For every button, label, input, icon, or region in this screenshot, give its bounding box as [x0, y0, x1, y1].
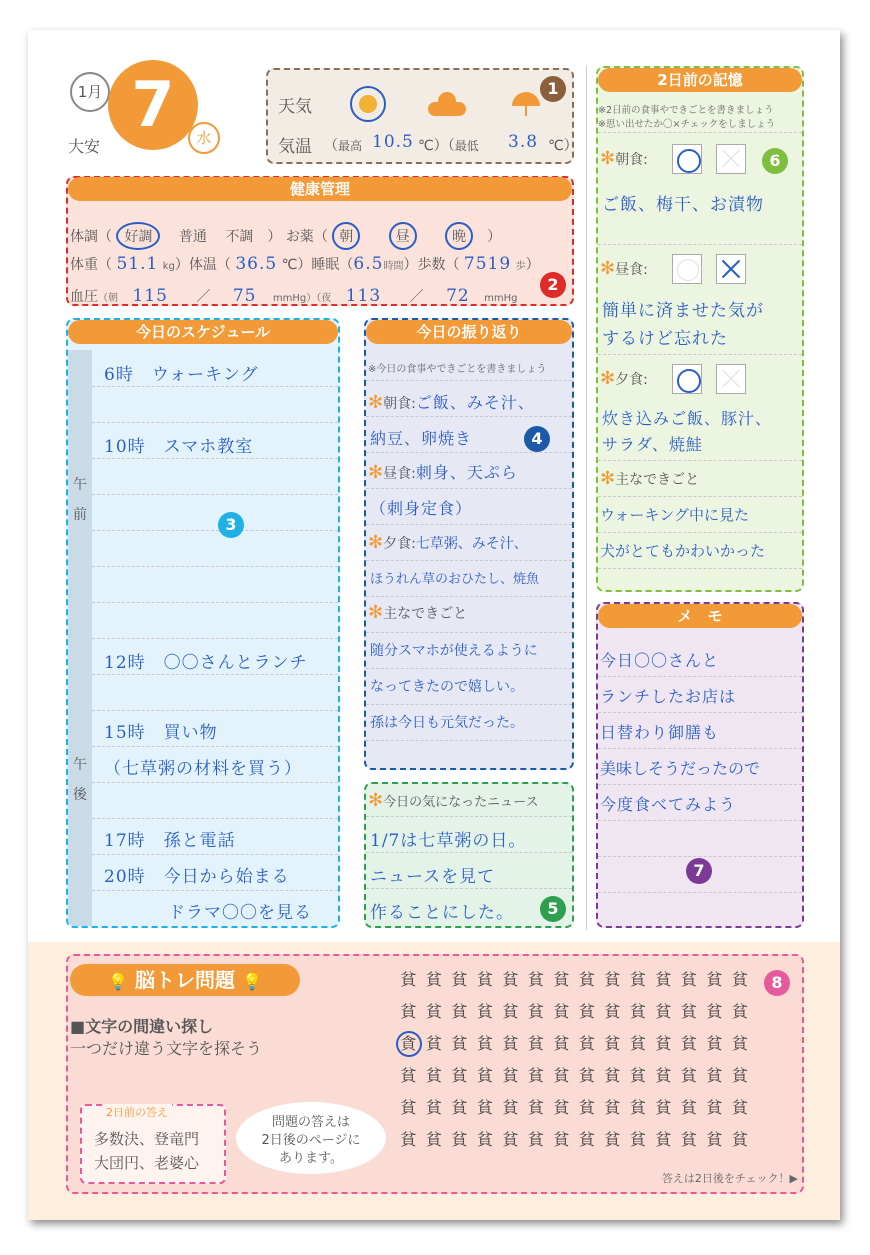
memory-title: 2日前の記憶	[598, 68, 802, 92]
puzzle-character[interactable]: 貧	[425, 1130, 443, 1149]
puzzle-character[interactable]: 貧	[476, 1098, 494, 1117]
puzzle-character[interactable]: 貧	[706, 970, 724, 989]
day-circle: 7	[108, 60, 198, 150]
puzzle-row	[396, 1060, 753, 1092]
puzzle-character[interactable]: 貧	[629, 1002, 647, 1021]
puzzle-character[interactable]: 貧	[476, 1130, 494, 1149]
puzzle-character[interactable]: 貧	[655, 1034, 673, 1053]
vitals-row: 体重（ 51.1 kg）体温（ 36.5 ℃）睡眠（6.5時間）歩数（ 7519 歩）	[70, 254, 540, 274]
puzzle-character[interactable]: 貧	[527, 1002, 545, 1021]
med-am[interactable]: 朝	[332, 222, 360, 250]
memo-line: 今度食べてみよう	[600, 795, 737, 814]
min-temp: 3.8	[508, 132, 539, 152]
max-label: 最高	[338, 139, 363, 153]
cond-normal[interactable]: 普通	[178, 229, 207, 245]
weekday-badge: 水	[188, 122, 220, 154]
memory-lunch-line: するけど忘れた	[602, 329, 728, 349]
puzzle-character[interactable]: 貧	[527, 970, 545, 989]
weight-value: 51.1	[116, 254, 159, 274]
puzzle-character[interactable]: 貧	[578, 1130, 596, 1149]
puzzle-character[interactable]: 貧	[527, 1066, 545, 1085]
puzzle-character[interactable]: 貧	[655, 1130, 673, 1149]
puzzle-character[interactable]: 貧	[604, 970, 622, 989]
memory-breakfast-label: 朝食:	[615, 152, 648, 168]
puzzle-character[interactable]: 貧	[629, 1098, 647, 1117]
puzzle-character[interactable]: 貧	[527, 1098, 545, 1117]
dinner-check-cross[interactable]	[716, 364, 746, 394]
temp-label: 気温	[278, 137, 312, 157]
puzzle-character[interactable]: 貧	[425, 1034, 443, 1053]
review-note: ※今日の食事やできごとを書きましょう	[368, 364, 547, 375]
puzzle-character[interactable]: 貧	[476, 1066, 494, 1085]
puzzle-character[interactable]: 貧	[629, 970, 647, 989]
puzzle-character[interactable]: 貧	[731, 1066, 749, 1085]
puzzle-character[interactable]: 貧	[400, 1066, 418, 1085]
schedule-entry: 20時 今日から始まる	[104, 867, 290, 887]
section-number-2: 2	[540, 272, 566, 298]
puzzle-character[interactable]: 貧	[706, 1034, 724, 1053]
prev-answer-line: 多数決、登竜門	[94, 1130, 200, 1148]
review-event-line: なってきたので嬉しい。	[370, 679, 524, 695]
puzzle-character[interactable]: 貧	[451, 1002, 469, 1021]
lunch-check-circle[interactable]	[672, 254, 702, 284]
puzzle-character[interactable]: 貧	[451, 1130, 469, 1149]
puzzle-row	[396, 1124, 753, 1156]
review-box: 今日の振り返り ※今日の食事やできごとを書きましょう ✻朝食:ご飯、みそ汁、 納豆、卵焼き ✻昼食:刺身、天ぷら （刺身定食） ✻夕食:七草粥、みそ汁、 ほうれん草のおひたし、焼魚 ✻主なできごと 随分スマホが使えるように なってきたので嬉しい。 孫は今日も元気だった。 4	[364, 318, 574, 770]
puzzle-character[interactable]: 貧	[655, 1066, 673, 1085]
puzzle-character[interactable]: 貧	[527, 1130, 545, 1149]
puzzle-character[interactable]: 貧	[578, 970, 596, 989]
puzzle-character[interactable]: 貧	[604, 1098, 622, 1117]
review-lunch: 刺身、天ぷら	[415, 463, 518, 482]
review-dinner-label: 夕食:	[383, 536, 416, 552]
bp-pm-low: 72	[446, 286, 470, 306]
min-label: 最低	[454, 139, 479, 153]
puzzle-character[interactable]: 貧	[578, 1098, 596, 1117]
review-breakfast: ご飯、みそ汁、	[415, 393, 535, 412]
section-number-8: 8	[764, 970, 790, 996]
health-title: 健康管理	[68, 177, 572, 201]
brain-description: 一つだけ違う文字を探そう	[70, 1039, 263, 1058]
review-lunch-label: 昼食:	[383, 466, 416, 482]
med-pm[interactable]: 晩	[445, 222, 473, 250]
memo-line: 美味しそうだったので	[600, 759, 761, 778]
memo-box	[596, 602, 804, 928]
puzzle-character[interactable]: 貧	[655, 1098, 673, 1117]
memory-note-2: ※思い出せたか〇×チェックをしましょう	[598, 119, 776, 130]
puzzle-character[interactable]: 貧	[706, 1066, 724, 1085]
review-breakfast-2: 納豆、卵焼き	[370, 429, 473, 448]
memory-dinner-label: 夕食:	[615, 372, 648, 388]
memo-line: ランチしたお店は	[600, 687, 737, 706]
puzzle-character[interactable]: 貧	[604, 1066, 622, 1085]
sun-icon	[350, 86, 386, 122]
puzzle-character[interactable]: 貧	[400, 970, 418, 989]
puzzle-character[interactable]: 貧	[476, 970, 494, 989]
memory-event-label: 主なできごと	[615, 472, 700, 488]
review-event-label: 主なできごと	[383, 606, 468, 622]
weather-label: 天気	[278, 97, 312, 117]
puzzle-character[interactable]: 貧	[553, 1066, 571, 1085]
column-divider	[586, 66, 587, 930]
puzzle-character[interactable]: 貧	[706, 1002, 724, 1021]
puzzle-character[interactable]: 貧	[400, 1002, 418, 1021]
lunch-check-cross[interactable]	[716, 254, 746, 284]
memory-dinner-line: 炊き込みご飯、豚汁、	[602, 409, 773, 428]
memory-note-1: ※2日前の食事やできごとを書きましょう	[598, 105, 774, 116]
memo-line: 日替わり御膳も	[600, 723, 720, 742]
puzzle-character[interactable]: 貧	[655, 970, 673, 989]
speech-bubble: 問題の答えは 2日後のページに あります。	[236, 1102, 386, 1174]
puzzle-character[interactable]: 貧	[680, 970, 698, 989]
puzzle-character[interactable]: 貧	[400, 1130, 418, 1149]
breakfast-check-circle[interactable]	[672, 144, 702, 174]
puzzle-character[interactable]: 貧	[604, 1002, 622, 1021]
umbrella-icon	[512, 92, 540, 120]
puzzle-character[interactable]: 貧	[731, 1002, 749, 1021]
news-line: 1/7は七草粥の日。	[370, 831, 527, 851]
news-line: 作ることにした。	[370, 903, 514, 923]
schedule-entry: 12時 〇〇さんとランチ	[104, 653, 308, 673]
memo-line: 今日〇〇さんと	[600, 651, 720, 670]
puzzle-character[interactable]: 貧	[680, 1066, 698, 1085]
schedule-box	[66, 318, 340, 928]
lightbulb-icon: 💡	[241, 972, 262, 991]
health-box	[66, 176, 574, 306]
puzzle-character[interactable]: 貧	[476, 1002, 494, 1021]
brain-box	[66, 954, 804, 1194]
review-dinner-2: ほうれん草のおひたし、焼魚	[370, 572, 540, 587]
puzzle-character[interactable]: 貧	[400, 1098, 418, 1117]
news-box: ✻今日の気になったニュース 1/7は七草粥の日。 ニュースを見て 作ることにした。 5	[364, 782, 574, 928]
bp-pm-high: 113	[345, 286, 382, 306]
puzzle-character[interactable]: 貧	[731, 1098, 749, 1117]
puzzle-character[interactable]: 貧	[629, 1066, 647, 1085]
answer-footer: 答えは2日後をチェック！▶	[661, 1172, 798, 1185]
news-line: ニュースを見て	[370, 867, 496, 887]
puzzle-row	[396, 996, 753, 1028]
memory-box: 2日前の記憶 ※2日前の食事やできごとを書きましょう ※思い出せたか〇×チェックをしましょう ✻朝食: 6 ご飯、梅干、お漬物 ✻昼食: 簡単に済ませた気が するけど忘れた ✻夕食: 炊き込みご飯、豚汁、 サラダ、焼鮭 ✻主なできごと ウォーキング中に見た 犬がとてもかわいかった	[596, 66, 804, 592]
puzzle-character[interactable]: 貧	[553, 1034, 571, 1053]
puzzle-character[interactable]: 貧	[502, 1066, 520, 1085]
puzzle-character[interactable]: 貧	[451, 1098, 469, 1117]
temp-value: 36.5	[235, 254, 278, 274]
puzzle-character[interactable]: 貧	[425, 1098, 443, 1117]
am-label: 午前	[73, 477, 87, 523]
steps-value: 7519	[463, 254, 512, 274]
puzzle-character[interactable]: 貧	[553, 1098, 571, 1117]
puzzle-character[interactable]: 貧	[731, 1034, 749, 1053]
weather-box: 天気 気温 （最高 10.5 ℃）（最低 3.8 ℃） 1	[266, 68, 574, 164]
puzzle-character[interactable]: 貧	[578, 1002, 596, 1021]
puzzle-character[interactable]: 貧	[425, 1066, 443, 1085]
puzzle-row	[396, 1092, 753, 1124]
schedule-entry: ドラマ〇〇を見る	[168, 903, 312, 923]
puzzle-character[interactable]: 貧	[553, 1130, 571, 1149]
memory-event-line: 犬がとてもかわいかった	[600, 542, 766, 560]
min-unit: ℃	[548, 138, 564, 154]
puzzle-character[interactable]: 貧	[680, 1034, 698, 1053]
puzzle-character[interactable]: 貧	[731, 1130, 749, 1149]
med-noon[interactable]: 昼	[389, 222, 417, 250]
diary-page	[28, 30, 840, 1220]
puzzle-character[interactable]: 貧	[578, 1066, 596, 1085]
puzzle-character[interactable]: 貧	[680, 1130, 698, 1149]
prev-answer-line: 大団円、老婆心	[94, 1154, 200, 1172]
cloud-icon	[428, 92, 466, 114]
memory-lunch-line: 簡単に済ませた気が	[602, 301, 764, 321]
lightbulb-icon: 💡	[108, 972, 129, 991]
section-number-3: 3	[218, 512, 244, 538]
puzzle-row	[396, 1028, 753, 1060]
memo-title: メ モ	[598, 604, 802, 628]
puzzle-character[interactable]: 貧	[527, 1034, 545, 1053]
bp-am-high: 115	[132, 286, 168, 306]
section-number-6: 6	[762, 148, 788, 174]
puzzle-row	[396, 964, 753, 996]
section-number-4: 4	[524, 426, 550, 452]
puzzle-character[interactable]: 貧	[502, 1130, 520, 1149]
cond-bad[interactable]: 不調	[225, 229, 254, 245]
puzzle-character[interactable]: 貧	[425, 970, 443, 989]
time-column	[68, 350, 92, 926]
memory-breakfast: ご飯、梅干、お漬物	[602, 195, 764, 215]
section-number-7: 7	[686, 858, 712, 884]
review-lunch-2: （刺身定食）	[370, 499, 473, 518]
max-temp: 10.5	[372, 132, 414, 152]
puzzle-character[interactable]: 貧	[680, 1098, 698, 1117]
puzzle-character[interactable]: 貧	[502, 1098, 520, 1117]
brain-subtitle: ■文字の間違い探し	[70, 1017, 214, 1036]
brain-title-banner: 💡 脳トレ問題 💡	[70, 964, 300, 996]
puzzle-character[interactable]: 貧	[706, 1098, 724, 1117]
review-event-line: 随分スマホが使えるように	[370, 643, 538, 659]
review-event-line: 孫は今日も元気だった。	[370, 715, 524, 731]
schedule-entry: （七草粥の材料を買う）	[104, 759, 302, 779]
schedule-entry: 17時 孫と電話	[104, 831, 236, 851]
memory-event-line: ウォーキング中に見た	[600, 506, 749, 524]
puzzle-character[interactable]: 貧	[502, 1002, 520, 1021]
month-badge: 1月	[70, 72, 110, 112]
puzzle-character[interactable]: 貧	[451, 970, 469, 989]
puzzle-character[interactable]: 貧	[553, 1002, 571, 1021]
puzzle-character[interactable]: 貧	[629, 1034, 647, 1053]
puzzle-character[interactable]: 貧	[604, 1130, 622, 1149]
max-unit: ℃	[418, 138, 434, 154]
puzzle-character[interactable]: 貧	[578, 1034, 596, 1053]
rokuyo: 大安	[68, 137, 101, 156]
puzzle-character[interactable]: 貧	[502, 970, 520, 989]
section-number-5: 5	[540, 896, 566, 922]
schedule-entry: 10時 スマホ教室	[104, 437, 254, 457]
cond-good[interactable]: 好調	[116, 222, 160, 250]
puzzle-character[interactable]: 貧	[502, 1034, 520, 1053]
puzzle-character[interactable]: 貧	[680, 1002, 698, 1021]
puzzle-character[interactable]: 貧	[629, 1130, 647, 1149]
prev-answer-title: 2日前の答え	[102, 1104, 172, 1120]
puzzle-character[interactable]: 貧	[425, 1002, 443, 1021]
schedule-entry: 15時 買い物	[104, 723, 218, 743]
schedule-title: 今日のスケジュール	[68, 320, 338, 344]
breakfast-check-cross[interactable]	[716, 144, 746, 174]
news-label: 今日の気になったニュース	[383, 795, 539, 810]
puzzle-character[interactable]: 貧	[655, 1002, 673, 1021]
condition-row: 体調（ 好調 普通 不調 ） お薬（ 朝 昼 晩 ）	[70, 222, 501, 250]
memory-lunch-label: 昼食:	[615, 262, 648, 278]
review-title: 今日の振り返り	[366, 320, 572, 344]
puzzle-character[interactable]: 貧	[604, 1034, 622, 1053]
memory-dinner-line: サラダ、焼鮭	[602, 435, 703, 454]
review-breakfast-label: 朝食:	[383, 396, 416, 412]
review-dinner: 七草粥、みそ汁、	[415, 536, 528, 552]
puzzle-character[interactable]: 貧	[476, 1034, 494, 1053]
puzzle-grid	[396, 964, 753, 1156]
puzzle-character[interactable]: 貧	[451, 1034, 469, 1053]
puzzle-character[interactable]: 貧	[731, 970, 749, 989]
sleep-value: 6.5	[353, 254, 384, 274]
prev-answer-box	[80, 1104, 226, 1184]
puzzle-character[interactable]: 貧	[706, 1130, 724, 1149]
bp-row: 血圧（朝 115 ／ 75 mmHg）（夜 113 ／ 72 mmHg	[70, 286, 518, 306]
bp-am-low: 75	[232, 286, 257, 306]
odd-character[interactable]: 貪	[396, 1031, 422, 1057]
puzzle-character[interactable]: 貧	[553, 970, 571, 989]
puzzle-character[interactable]: 貧	[451, 1066, 469, 1085]
section-number-1: 1	[540, 76, 566, 102]
pm-label: 午後	[73, 757, 87, 803]
schedule-entry: 6時 ウォーキング	[104, 365, 259, 385]
dinner-check-circle[interactable]	[672, 364, 702, 394]
